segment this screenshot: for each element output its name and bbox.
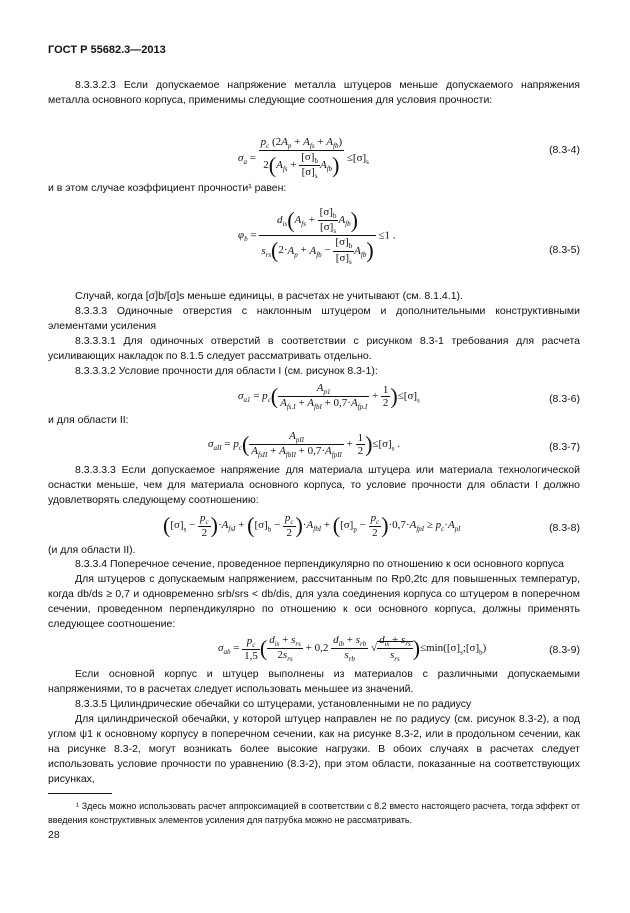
paragraph-8-3-3-3-3: 8.3.3.3.3 Если допускаемое напряжение для материала штуцера или материала технологической оснастки меньше, чем для материала основного корпуса, то условие прочности для области I должно удовлетворять следующему соотношению: <box>48 464 580 506</box>
paragraph-8-3-3-3: 8.3.3.3 Одиночные отверстия с наклонным штуцером и дополнительными конструктивными элементами усиления <box>48 305 580 332</box>
paragraph-8-3-3-3-2: 8.3.3.3.2 Условие прочности для области I (см. рисунок 8.3-1): <box>75 365 378 377</box>
paragraph-cylindrical: Для цилиндрической обечайки, у которой штуцер направлен не по радиусу (см. рисунок 8.3-2), а под углом ψ1 к основному корпусу в поперечном сечении, как на рисунке 8.3-2, или в продольном сечении, как на рисунке 8.3-2, могут возникать более высокие нагрузки. В обоих случаях в расчетах следует использовать условие прочности по уравнению (8.3-2), при этом области, показанные на соответствующих рисунках, <box>48 713 580 785</box>
equation-8-3-8: ($[\sigma]_s$ − $\frac{p_c}{2}$ )$\cdot A_{fsI} + ([\sigma]_b$ − $\frac{p_c}{2}$ )$\cdot A_{fbI} + ([\sigma]_p$ − $\frac{p_c}{2}$ )$\cdot 0,7\cdot A_{fpI} \ge p_c\cdot A_{pI}$ (8.3-8) <box>163 512 580 540</box>
paragraph-area-ii-note: (и для области II). <box>48 544 136 556</box>
footnote: ¹ Здесь можно использовать расчет аппроксимацией в соответствии с 8.2 вместо настоящего расчета, тогда эффект от введения конструктивных элементов усиления для патрубка можно не рассматривать. <box>48 801 580 825</box>
page-number: 28 <box>48 829 60 841</box>
equation-8-3-9: $\sigma_{ab}$ = $\frac{p_c}{1,5}$ ( $\frac{d_{is} + s_{rs}}{2s_{rs}}$ + 0,2 $\frac{d_{ib} + s_{rb}}{s_{rb}}$ √ $\frac{d_{is} + s_{rs}}{s_{rs}}$ )$\le\min([\sigma]_s;[\sigma]_b)$ (8.3-9) <box>218 634 580 664</box>
document-header: ГОСТ Р 55682.3—2013 <box>48 44 166 56</box>
paragraph-case-note: Случай, когда [σ]b/[σ]s меньше единицы, в расчетах не учитывают (см. 8.1.4.1). <box>75 290 463 302</box>
equation-8-3-5: $\varphi_b$ = $d_{is}(A_{fs}$ + $\frac{[\sigma]_b}{[\sigma]_s}$ $A_{fb}$) $s_{rs}(2\cdot A_p + A_{fb}$ − $\frac{[\sigma]_b}{[\sigma]_s}$ $A_{fb}$) ≤1 . (8.3-5) <box>238 206 580 266</box>
paragraph-8-3-3-5: 8.3.3.5 Цилиндрические обечайки со штуцерами, установленными не по радиусу <box>75 698 472 710</box>
equation-number: (8.3-7) <box>549 441 580 453</box>
footnote-divider <box>48 793 112 794</box>
equation-number: (8.3-9) <box>549 644 580 656</box>
equation-number: (8.3-8) <box>549 522 580 534</box>
paragraph-8-3-3-4: 8.3.3.4 Поперечное сечение, проведенное перпендикулярно по отношению к оси основного корпуса <box>75 558 564 570</box>
paragraph-8-3-3-3-1: 8.3.3.3.1 Для одиночных отверстий в соответствии с рисунком 8.3-1 требования для расчета усиливающих накладок по 8.1.5 следует рассматривать отдельно. <box>48 335 580 362</box>
paragraph-8-3-3-2-3: 8.3.3.2.3 Если допускаемое напряжение металла штуцеров меньше допускаемого напряжения металла основного корпуса, применимы следующие соотношения для условия прочности: <box>48 79 580 106</box>
paragraph-high-temp: Для штуцеров с допускаемым напряжением, рассчитанным по Rp0,2tc для повышенных температур, когда db/ds ≥ 0,7 и одновременно srb/srs < db/dis, для узла соединения корпуса со штуцером в поперечном сечении, проведенном перпендикулярно по отношению к оси основного корпуса, должны применять следующее соотношение: <box>48 573 580 630</box>
equation-8-3-7: $\sigma_{aII} = p_c$( $\frac{A_{pII}}{A_{fsII} + A_{fbII} + 0,7\cdot A_{fpII}}$ + $\frac{1}{2}$ )$\le[\sigma]_s$ . (8.3-7) <box>208 430 580 460</box>
paragraph-area-ii: и для области II: <box>48 414 129 426</box>
equation-number: (8.3-5) <box>549 244 580 256</box>
equation-8-3-4: $\sigma_a$ = $p_c$ $(2A_p + A_{fs} + A_{fb})$ $2(A_{fs}$ + $\frac{[\sigma]_b}{[\sigma]_s}$ $A_{fb}$) $\le[\sigma]_s$ (8.3-4) <box>238 136 580 181</box>
paragraph-strength-factor: и в этом случае коэффициент прочности¹ равен: <box>48 182 287 194</box>
equation-number: (8.3-6) <box>549 393 580 405</box>
paragraph-materials: Если основной корпус и штуцер выполнены из материалов с различными допускаемыми напряжениями, то в расчетах следует использовать меньшее из значений. <box>48 668 580 695</box>
equation-8-3-6: $\sigma_{a1} = p_c$( $\frac{A_{p1}}{A_{fs.I} + A_{fbI} + 0,7\cdot A_{fp.I}}$ + $\frac{1}{2}$ )$\le[\sigma]_s$ (8.3-6) <box>238 382 580 412</box>
equation-number: (8.3-4) <box>549 144 580 156</box>
